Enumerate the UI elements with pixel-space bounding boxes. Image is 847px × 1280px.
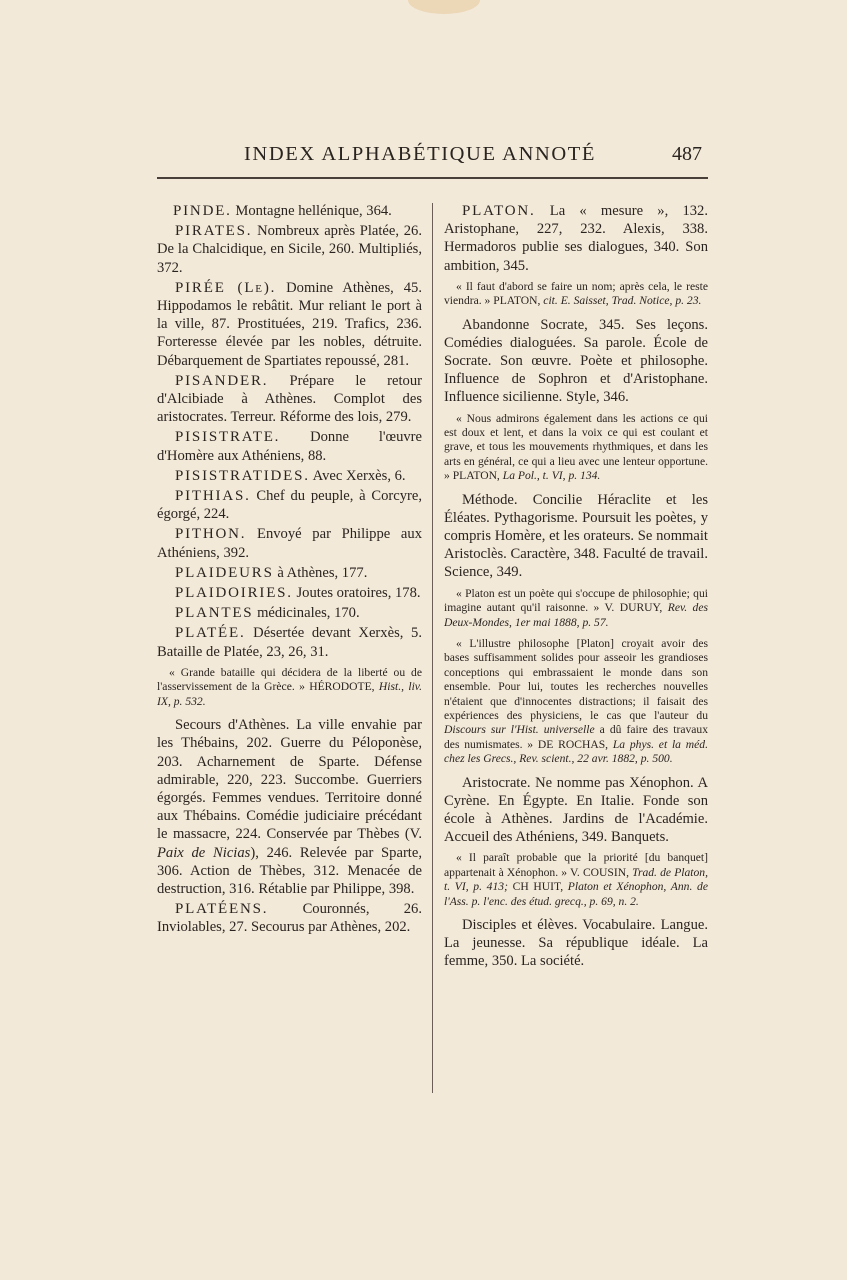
quote-author: DE ROCHAS, (537, 737, 609, 751)
quote-source: La Pol., t. VI, p. 134. (499, 469, 601, 483)
entry-text: Donne l'œuvre d'Homère aux Athéniens, 88. (157, 429, 422, 464)
index-entry-plaidoiries (157, 584, 422, 602)
column-divider (432, 203, 433, 1093)
index-entry-pisistratides (157, 467, 422, 485)
index-entry-plantes (157, 604, 422, 622)
entry-paragraph: Abandonne Socrate, 345. Ses leçons. Comédies dialoguées. Sa parole. École de Socrate. Son œuvre. Poète et philosophe. Influence de Sophron et d'Aristophane. Influence sicilienne. Style, 346. (444, 316, 708, 406)
quote-text: « Platon est un poète qui s'occupe de philosophie; qui imagine autant qu'il raisonne. » V. (444, 586, 708, 615)
entry-paragraph: Méthode. Concilie Héraclite et les Éléates. Pythagorisme. Poursuit les poètes, y compris Homère, et les orateurs. Se nommait Aristoclès. Caractère, 348. Faculté de travail. Science, 349. (444, 491, 708, 581)
headword: PIRÉE (Le). (175, 279, 277, 296)
headword: PLANTES (175, 605, 254, 622)
headword: PISISTRATE. (175, 429, 281, 446)
work-title: Discours sur l'Hist. universelle (444, 723, 595, 737)
index-entry-pithias (157, 487, 422, 523)
entry-text: Domine Athènes, 45. Hippodamos le rebâtit. Mur reliant le port à la ville, 87. Prostituées, 219. Trafics, 236. Forteresse élevée par les nobles, détruite. Débarquement de Spartiates repoussé, 281. (157, 279, 423, 369)
quote-text: « Grande bataille qui décidera de la liberté ou de l'asservissement de la Grèce. » (157, 665, 422, 694)
headword: PLATON. (462, 203, 536, 219)
quote-source: Hist., liv. IX, p. 532. (157, 680, 422, 708)
entry-text: médicinales, 170. (253, 605, 360, 622)
quote-text: « Il faut d'abord se faire un nom; après cela, le reste viendra. » (444, 279, 708, 308)
entry-text: Désertée devant Xerxès, 5. Bataille de Platée, 23, 26, 31. (157, 625, 422, 660)
headword: PLAIDOIRIES. (175, 585, 293, 602)
quotation-de-rochas (444, 637, 708, 767)
entry-text: à Athènes, 177. (273, 564, 368, 581)
headword: PITHON. (175, 526, 247, 543)
quotation-herodote (157, 666, 422, 709)
quote-author: PLATON, (452, 469, 500, 483)
quote-source: La phys. et la méd. chez les Grecs., Rev. scient., 22 avr. 1882, p. 500. (444, 737, 708, 766)
entry-continuation-platee (157, 716, 422, 898)
continuation-text: Secours d'Athènes. La ville envahie par les Thébains, 202. Guerre du Péloponèse, 203. Acharnement de Sparte. Défense admirable, 220, 223. Succombe. Guerriers égorgés. Femmes vendues. Territoire donné aux Thébains. Comédie judiciaire précédant le massacre, 224. Conservée par Thèbes (V. (157, 717, 422, 843)
index-entry-pithon (157, 525, 422, 561)
index-entry-platon (444, 202, 708, 275)
quote-source: cit. E. Saisset, Trad. Notice, p. 23. (540, 294, 702, 308)
headword: PITHIAS. (175, 488, 251, 505)
headword: PISISTRATIDES. (175, 467, 310, 484)
quote-author: CH HUIT, (512, 880, 564, 894)
quote-text-cont: a dû faire des travaux des numismates. » (444, 723, 708, 751)
left-column (157, 202, 422, 939)
header-rule (157, 177, 708, 179)
entry-text: Envoyé par Philippe aux Athéniens, 392. (157, 526, 422, 561)
quote-source: Trad. de Platon, t. VI, p. 413; (444, 865, 709, 894)
index-entry-pisistrate (157, 428, 422, 464)
quotation-platon-1 (444, 280, 708, 309)
index-entry-platee (157, 624, 422, 660)
continuation-text-end: ), 246. Relevée par Sparte, 306. Action de Thèbes, 312. Menacée de destruction, 316. Rétablie par Philippe, 398. (157, 844, 422, 897)
quote-text: « Il paraît probable que la priorité [du banquet] appartenait à Xénophon. » V. (444, 851, 708, 879)
index-entry-plateens (157, 900, 422, 936)
quote-author: COUSIN, (582, 865, 629, 879)
right-column (444, 202, 708, 973)
entry-text: Couronnés, 26. Inviolables, 27. Secourus par Athènes, 202. (157, 901, 422, 936)
quotation-platon-2 (444, 412, 708, 484)
work-title: Paix de Nicias (157, 844, 251, 861)
entry-text: Avec Xerxès, 6. (309, 467, 406, 484)
quotation-duruy (444, 587, 708, 630)
index-entry-pirates (157, 222, 422, 277)
quote-source: Rev. des Deux-Mondes, 1er mai 1888, p. 57. (444, 601, 708, 629)
entry-text: Chef du peuple, à Corcyre, égorgé, 224. (157, 488, 422, 523)
index-entry-pisander (157, 372, 422, 427)
entry-text: Montagne hellénique, 364. (231, 203, 392, 219)
headword: PLAIDEURS (175, 564, 274, 581)
quote-author: HÉRODOTE, (309, 680, 375, 694)
entry-paragraph: Disciples et élèves. Vocabulaire. Langue. La jeunesse. Sa république idéale. La femme, 350. La société. (444, 917, 708, 970)
entry-text: La « mesure », 132. Aristophane, 227, 232. Alexis, 338. Hermadoros publie ses dialogues, 340. Son ambition, 345. (444, 203, 708, 274)
index-entry-piree (157, 279, 422, 370)
quotation-cousin (444, 851, 708, 909)
quote-source: Platon et Xénophon, Ann. de l'Ass. p. l'enc. des étud. grecq., p. 69, n. 2. (444, 880, 708, 908)
headword: PLATÉENS. (175, 901, 269, 918)
page-number: 487 (672, 143, 702, 165)
entry-text: Prépare le retour d'Alcibiade à Athènes. Complot des aristocrates. Terreur. Réforme des lois, 279. (157, 372, 422, 426)
paper-stain (408, 0, 480, 14)
quote-text: « Nous admirons également dans les actions ce qui est doux et lent, et dans la voix ce qui est coulant et grave, et tous les mouvements rhythmiques, et dans les arts en général, ce qui a lieu avec une lenteur opportune. » (444, 411, 708, 483)
headword: PINDE. (173, 203, 232, 219)
entry-paragraph: Aristocrate. Ne nomme pas Xénophon. A Cyrène. En Égypte. En Italie. Fonde son école à Athènes. Jardins de l'Académie. Accueil des Athéniens, 349. Banquets. (444, 774, 708, 846)
quote-author: DURUY, (619, 601, 663, 615)
quote-text: « L'illustre philosophe [Platon] croyait avoir des bases suffisamment solides pour asseoir les grandioses conceptions qui embrassaient le monde dans son ensemble. Pour lui, toutes les recherches nouvelles n'étaient que d'innocentes distractions; il faisait des expériences des physiciens, le cas que l'auteur du (444, 636, 708, 722)
headword: PISANDER. (175, 372, 269, 389)
entry-text: Nombreux après Platée, 26. De la Chalcidique, en Sicile, 260. Multipliés, 372. (157, 223, 422, 276)
headword: PIRATES. (175, 223, 253, 240)
entry-text: Joutes oratoires, 178. (292, 585, 421, 602)
quote-author: PLATON, (493, 294, 541, 308)
index-entry-pinde (157, 202, 422, 220)
headword: PLATÉE. (175, 625, 246, 642)
index-entry-plaideurs (157, 564, 422, 582)
running-head: INDEX ALPHABÉTIQUE ANNOTÉ (244, 143, 597, 165)
